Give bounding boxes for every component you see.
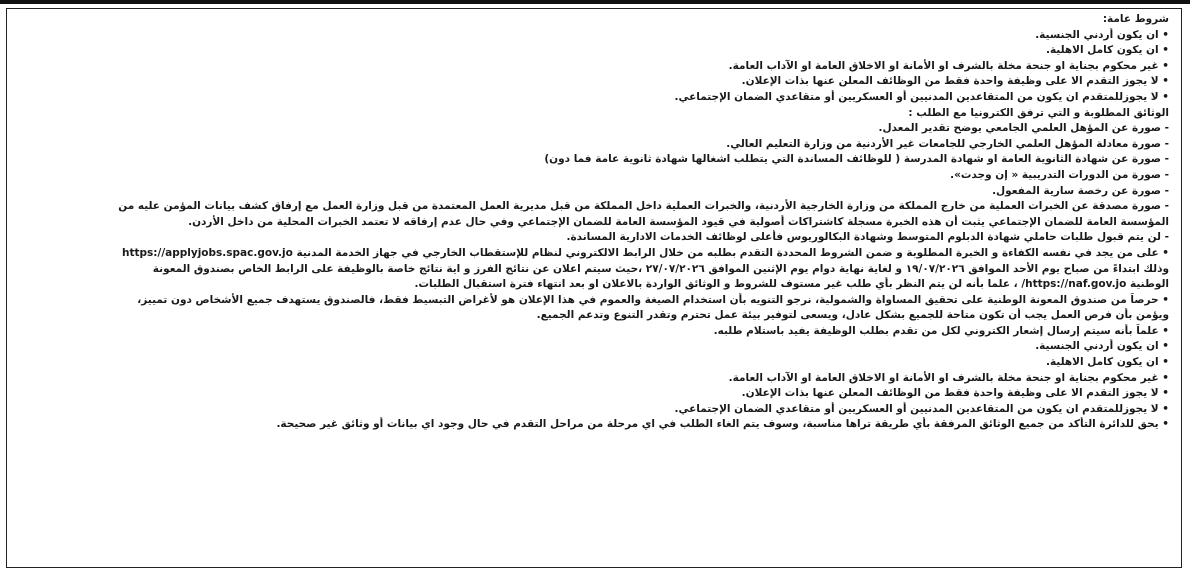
final-note: • يحق للدائرة التأكد من جميع الوثائق المرفقة بأي طريقة تراها مناسبة، وسوف يتم الغاء الطلب في اي مرحلة من مراحل التقدم في حال وجود اي بيانات أو وثائق غير صحيحة. [276, 418, 1169, 431]
announcement-frame [6, 8, 1182, 568]
diploma-note: - لن يتم قبول طلبات حاملي شهادة الدبلوم المتوسط وشهادة البكالوريوس فأعلى لوظائف الخدمات الادارية المساندة. [566, 231, 1169, 244]
application-paragraph-line: وذلك ابتداءً من صباح يوم الأحد الموافق ١٩/٠٧/٢٠٢٦ و لغاية نهاية دوام يوم الإثنين الموافق ٢٧/٠٧/٢٠٢٦ ،حيث سيتم اعلان عن نتائج الفرز و اية نتائج خاصة بالوظيفة على الرابط الخاص بصندوق المعونة [152, 262, 1169, 275]
announcement-content [7, 9, 1181, 433]
condition-item: • لا يجوز التقدم الا على وظيفة واحدة فقط من الوظائف المعلن عنها بذات الإعلان. [741, 75, 1169, 88]
equality-paragraph-line: ويؤمن بأن فرص العمل يجب أن تكون متاحة للجميع بشكل عادل، ويسعى لتوفير بيئة عمل تحترم وتقدر التنوع وتدعم الجميع. [536, 309, 1169, 322]
experience-paragraph-line: - صورة مصدقة عن الخبرات العملية من خارج المملكة من وزارة الخارجية الأردنية، والخبرات العملية داخل المملكة من قبل مديرية العمل المعتمدة من قبل وزارة العمل مع إرفاق كشف بيانات المؤمن عليه من [118, 200, 1169, 213]
document-item: - صورة عن المؤهل العلمي الجامعي يوضح تقدير المعدل. [878, 122, 1169, 135]
condition-item: • ان يكون أردني الجنسية. [1035, 28, 1169, 41]
repeated-condition-item: • ان يكون أردني الجنسية. [1035, 340, 1169, 353]
repeated-condition-item: • ان يكون كامل الاهلية. [1045, 356, 1169, 369]
condition-item: • غير محكوم بجناية او جنحة مخلة بالشرف او الأمانة او الاخلاق العامة او الآداب العامة. [728, 59, 1169, 72]
condition-item: • ان يكون كامل الاهلية. [1045, 44, 1169, 57]
document-item: - صورة عن رخصة سارية المفعول. [992, 184, 1169, 197]
repeated-condition-item: • لا يجوزللمتقدم ان يكون من المتقاعدين المدنيين أو العسكريين أو متقاعدي الضمان الإجتماعي. [674, 402, 1169, 415]
document-item: - صورة من الدورات التدريبية « إن وجدت». [950, 168, 1169, 181]
repeated-condition-item: • غير محكوم بجناية او جنحة مخلة بالشرف او الأمانة او الاخلاق العامة او الآداب العامة. [728, 371, 1169, 384]
application-paragraph-line: • على من يجد في نفسه الكفاءة و الخبرة المطلوبة و ضمن الشروط المحددة التقدم بطلبه من خلال الرابط الالكتروني لنظام للإستقطاب الخارجي في جهاز الخدمة المدنية https://applyjobs.spac.gov.jo [122, 246, 1169, 259]
general-conditions-heading: شروط عامة: [1102, 13, 1169, 25]
document-item: - صورة معادلة المؤهل العلمي الخارجي للجامعات غير الأردنية من وزارة التعليم العالي. [726, 137, 1169, 150]
condition-item: • لا يجوزللمتقدم ان يكون من المتقاعدين المدنيين أو العسكريين أو متقاعدي الضمان الإجتماعي. [674, 90, 1169, 103]
notification-note: • علماً بأنه سيتم إرسال إشعار الكتروني لكل من تقدم بطلب الوظيفة يفيد باستلام طلبه. [713, 324, 1169, 337]
equality-paragraph-line: • حرصاً من صندوق المعونة الوطنية على تحقيق المساواة والشمولية، نرجو التنويه بأن استخدام الصيغة والعموم في هذا الإعلان هو لأغراض التبسيط فقط، فالصندوق يستهدف جميع الأشخاص دون تمييز، [137, 293, 1169, 306]
documents-heading: الوثائق المطلوبة و التي ترفق الكترونيا مع الطلب : [908, 106, 1169, 119]
experience-paragraph-line: المؤسسة العامة للضمان الإجتماعي يثبت أن هذه الخبرة مسجلة كاشتراكات أصولية في قيود المؤسسة العامة للضمان الإجتماعي وفي حال عدم إرفاقه لا تعتمد الخبرات المحلية من داخل الأردن. [188, 215, 1169, 228]
document-item: - صورة عن شهادة الثانوية العامة او شهادة المدرسة ( للوظائف المساندة التي يتطلب اشغالها شهادة ثانوية عامة فما دون) [544, 153, 1169, 166]
repeated-condition-item: • لا يجوز التقدم الا على وظيفة واحدة فقط من الوظائف المعلن عنها بذات الإعلان. [741, 387, 1169, 400]
top-rule [0, 0, 1190, 4]
application-paragraph-line: الوطنية https://naf.gov.jo/ ، علما بأنه لن يتم النظر بأي طلب غير مستوف للشروط و الوثائق الواردة بالاعلان او بعد انتهاء فترة استقبال الطلبات. [414, 278, 1169, 291]
